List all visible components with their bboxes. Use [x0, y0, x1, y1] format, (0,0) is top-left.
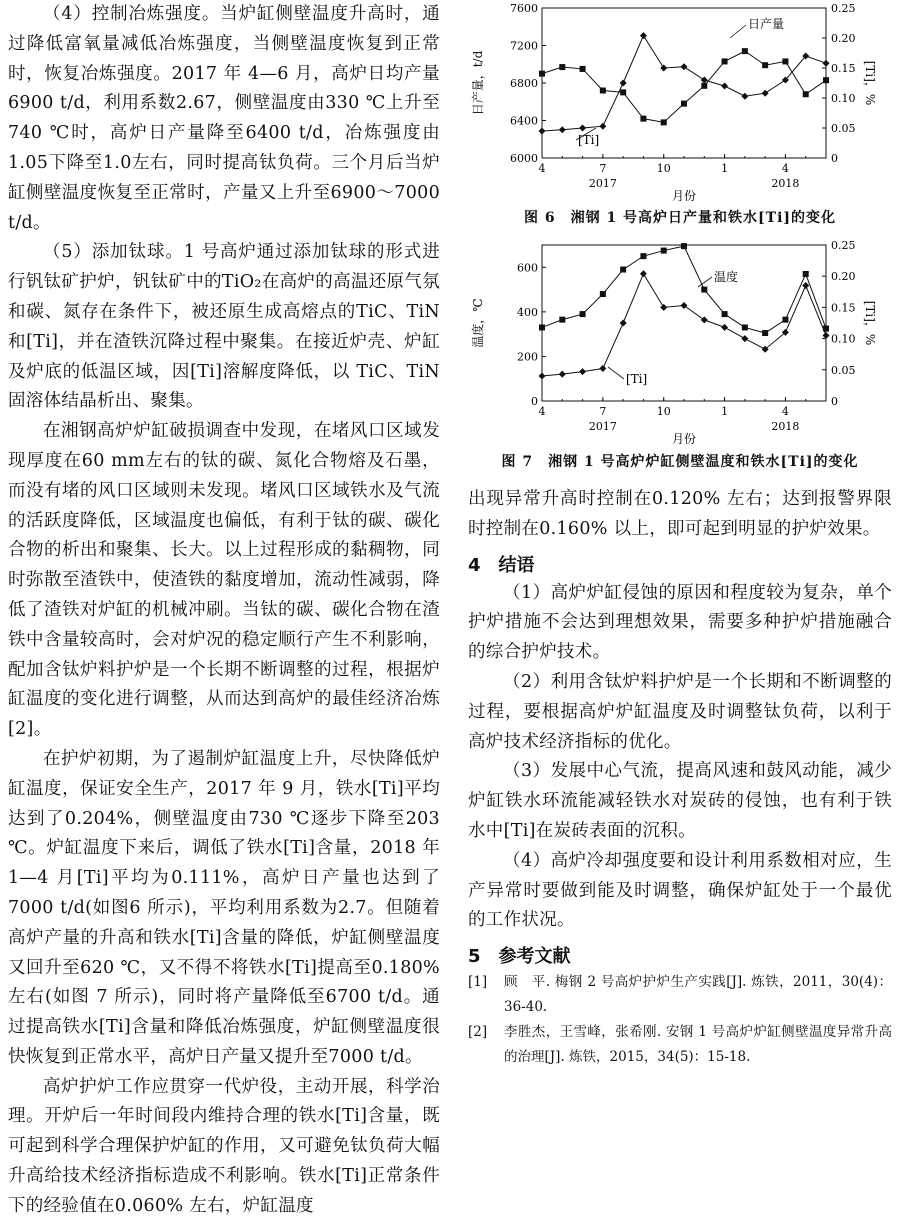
y-left-tick-label: 6000	[510, 152, 538, 165]
figure-6-caption: 图 6 湘钢 1 号高炉日产量和铁水[Ti]的变化	[523, 210, 837, 226]
y-right-tick-label: 0.10	[831, 332, 856, 346]
x-tick-label: 7	[599, 162, 607, 175]
data-point	[823, 332, 830, 339]
paragraph-early-protection: 在护炉初期，为了遏制炉缸温度上升，尽快降低炉缸温度，保证安全生产，2017 年 9 月，铁水[Ti]平均达到了0.204%，侧壁温度由730 ℃逐步下降至203 ℃。炉缸温度下来后，调低了铁水[Ti]含量，2018 年 1—4 月[Ti]平均为0.111%，高炉日产量也达到了7000 t/d(如图6 所示)，平均利用系数为2.7。但随着高炉产量的升高和铁水[Ti]含量的降低，炉缸侧壁温度又回升至620 ℃，又不得不将铁水[Ti]提高至0.180% 左右(如图 7 所示)，同时将产量降低至6700 t/d。通过提高铁水[Ti]含量和降低冶炼强度，炉缸侧壁温度很快恢复到正常水平，高炉日产量又提升至7000 t/d。	[8, 748, 440, 1067]
data-point	[640, 32, 647, 39]
data-point	[782, 317, 788, 323]
x-year-label: 2017	[588, 177, 617, 190]
y-right-tick-label: 0.25	[831, 239, 856, 252]
y-left-axis-label: 日产量，t/d	[471, 50, 485, 116]
right-column	[468, 0, 892, 1070]
data-point	[823, 60, 830, 67]
conclusion-item: （1）高炉炉缸侵蚀的原因和程度较为复杂，单个护炉措施不会达到理想效果，需要多种护炉措施融合的综合护炉技术。	[468, 582, 892, 663]
data-point	[600, 88, 606, 94]
data-point	[559, 64, 565, 70]
data-point	[681, 101, 687, 107]
x-tick-label: 4	[781, 405, 789, 418]
data-point	[539, 128, 546, 135]
conclusion-item: （4）高炉冷却强度要和设计利用系数相对应，生产异常时要做到能及时调整，确保炉缸处于一个最优的工作状况。	[468, 850, 892, 931]
series-line	[542, 36, 826, 131]
data-point	[681, 243, 687, 249]
data-point	[579, 368, 586, 375]
data-point	[803, 91, 809, 97]
data-point	[640, 253, 646, 259]
paragraph-investigation: 在湘钢高炉炉缸破损调查中发现，在堵风口区域发现厚度在60 mm左右的钛的碳、氮化合物熔及石墨，而没有堵的风口区域则未发现。堵风口区域铁水及气流的活跃度降低，区域温度也偏低，有利于钛的碳、碳化合物的析出和聚集、长大。以上过程形成的黏稠物，同时弥散至渣铁中，使渣铁的黏度增加，流动性减弱，降低了渣铁对炉缸的机械冲刷。当钛的碳、碳化合物在渣铁中含量较高时，会对炉况的稳定顺行产生不利影响，配加含钛炉料护炉是一个长期不断调整的过程，根据炉缸温度的变化进行调整，从而达到高炉的最佳经济冶炼[2]。	[8, 421, 440, 740]
series-annotation: 温度	[714, 270, 739, 284]
data-point	[539, 373, 546, 380]
data-point	[640, 270, 647, 277]
data-point	[782, 58, 788, 64]
x-year-label: 2017	[588, 420, 617, 433]
data-point	[823, 77, 829, 83]
data-point	[620, 80, 627, 87]
y-right-axis-label: [Ti]，%	[863, 300, 877, 346]
data-point	[640, 116, 646, 122]
y-right-tick-label: 0.20	[831, 270, 856, 284]
left-column	[8, 0, 440, 1222]
y-left-tick-label: 6800	[510, 77, 538, 90]
data-point	[742, 324, 748, 330]
data-point	[660, 304, 667, 311]
data-point	[802, 282, 809, 289]
x-tick-label: 7	[599, 405, 607, 418]
x-tick-label: 4	[538, 162, 546, 175]
data-point	[660, 65, 667, 72]
y-left-tick-label: 7200	[510, 39, 538, 53]
y-left-tick-label: 6400	[510, 114, 538, 128]
x-tick-label: 1	[721, 405, 729, 418]
x-year-label: 2018	[771, 420, 800, 433]
y-right-tick-label: 0	[831, 152, 838, 165]
annotation-leader	[730, 25, 746, 38]
series-annotation: [Ti]	[626, 372, 648, 386]
paragraph-titanium-ball: （5）添加钛球。1 号高炉通过添加钛球的形式进行钒钛矿护炉，钒钛矿中的TiO₂在高炉的高温还原气氛和碳、氮存在条件下，被还原生成高熔点的TiC、TiN 和[Ti]，并在渣铁沉降过程中聚集。在接近炉壳、炉缸及炉底的低温区域，因[Ti]溶解度降低，以 TiC、TiN 固溶体结晶析出、聚集。	[8, 242, 440, 412]
data-point	[620, 89, 626, 95]
y-right-axis-label: [Ti]，%	[863, 60, 877, 106]
data-point	[741, 93, 748, 100]
series-annotation: [Ti]	[578, 133, 600, 147]
data-point	[721, 83, 728, 90]
data-point	[539, 71, 545, 77]
x-tick-label: 10	[656, 405, 671, 418]
figure-7-chart	[468, 233, 892, 449]
data-point	[722, 58, 728, 64]
data-point	[579, 125, 586, 132]
data-point	[742, 48, 748, 54]
data-point	[539, 324, 545, 330]
y-right-tick-label: 0.25	[831, 2, 856, 15]
x-tick-label: 4	[538, 405, 546, 418]
x-tick-label: 1	[721, 162, 729, 175]
reference-item	[468, 970, 892, 1020]
reference-item	[468, 1020, 892, 1070]
figure-6	[468, 0, 892, 227]
data-point	[661, 248, 667, 254]
y-left-tick-label: 200	[517, 350, 538, 364]
data-point	[701, 83, 707, 89]
paragraph-protection-strategy: 高炉护炉工作应贯穿一代炉役，主动开展，科学治理。开炉后一年时间段内维持合理的铁水[Ti]含量，既可起到科学合理保护炉缸的作用，又可避免钛负荷大幅升高给技术经济指标造成不利影响。铁水[Ti]正常条件下的经验值在0.060% 左右，炉缸温度	[8, 1076, 440, 1216]
y-right-tick-label: 0	[831, 395, 838, 408]
data-point	[701, 287, 707, 293]
y-right-tick-label: 0.15	[831, 62, 856, 75]
data-point	[620, 320, 627, 327]
data-point	[741, 335, 748, 342]
data-point	[681, 63, 688, 70]
data-point	[580, 66, 586, 72]
paragraph-continued: 出现异常升高时控制在0.120% 左右；达到报警界限时控制在0.160% 以上，即可起到明显的护炉效果。	[468, 489, 892, 539]
paragraph-control-intensity: （4）控制冶炼强度。当炉缸侧壁温度升高时，通过降低富氧量减低冶炼强度，当侧壁温度恢复到正常时，恢复冶炼强度。2017 年 4—6 月，高炉日均产量6900 t/d，利用系数2.67，侧壁温度由330 ℃上升至740 ℃时，高炉日产量降至6400 t/d，冶炼强度由1.05下降至1.0左右，同时提高钛负荷。三个月后当炉缸侧壁温度恢复至正常时，产量又上升至6900～7000 t/d。	[8, 4, 440, 233]
x-year-label: 2018	[771, 177, 800, 190]
figure-7-caption: 图 7 湘钢 1 号高炉炉缸侧壁温度和铁水[Ti]的变化	[501, 454, 859, 470]
x-tick-label: 10	[656, 162, 671, 175]
plot-frame	[542, 245, 826, 401]
data-point	[722, 311, 728, 317]
reference-number: [1]	[468, 974, 488, 991]
annotation-leader	[698, 277, 712, 287]
y-right-tick-label: 0.20	[831, 32, 856, 45]
y-right-tick-label: 0.05	[831, 363, 856, 377]
data-point	[599, 123, 606, 130]
section-5-title: 5 参考文献	[468, 946, 571, 968]
series-line	[542, 274, 826, 376]
data-point	[681, 302, 688, 309]
data-point	[599, 365, 606, 372]
y-left-tick-label: 0	[531, 395, 538, 408]
data-point	[762, 330, 768, 336]
data-point	[559, 126, 566, 133]
data-point	[721, 324, 728, 331]
figure-6-chart	[468, 0, 892, 205]
x-axis-label: 月份	[671, 189, 697, 203]
x-axis-label: 月份	[671, 432, 697, 446]
reference-text: 李胜杰，王雪峰，张希刚. 安钢 1 号高炉炉缸侧壁温度异常升高的治理[J]. 炼铁，2015，34(5)：15-18.	[504, 1024, 892, 1066]
data-point	[762, 62, 768, 68]
y-left-axis-label: 温度，℃	[471, 298, 485, 348]
conclusion-item: （2）利用含钛炉料护炉是一个长期和不断调整的过程，要根据高炉炉缸温度及时调整钛负荷，以利于高炉技术经济指标的优化。	[468, 671, 892, 752]
data-point	[803, 271, 809, 277]
data-point	[559, 371, 566, 378]
data-point	[559, 317, 565, 323]
annotation-leader	[608, 367, 624, 379]
y-right-tick-label: 0.05	[831, 122, 856, 135]
section-4-title: 4 结语	[468, 554, 535, 576]
y-left-tick-label: 7600	[510, 2, 538, 15]
data-point	[600, 291, 606, 297]
y-left-tick-label: 400	[517, 305, 538, 319]
data-point	[661, 119, 667, 125]
body-text-right	[468, 485, 892, 1070]
reference-text: 顾 平. 梅钢 2 号高炉护炉生产实践[J]. 炼铁，2011，30(4)：36-40.	[504, 974, 892, 1016]
y-left-tick-label: 600	[517, 261, 538, 275]
figure-7	[468, 233, 892, 471]
data-point	[580, 311, 586, 317]
y-right-tick-label: 0.15	[831, 301, 856, 315]
series-annotation: 日产量	[748, 17, 785, 31]
conclusion-item: （3）发展中心气流，提高风速和鼓风动能，减少炉缸铁水环流能减轻铁水对炭砖的侵蚀，也有利于铁水中[Ti]在炭砖表面的沉积。	[468, 761, 892, 841]
x-tick-label: 4	[781, 162, 789, 175]
data-point	[701, 316, 708, 323]
data-point	[620, 267, 626, 273]
y-right-tick-label: 0.10	[831, 92, 856, 105]
data-point	[762, 90, 769, 97]
reference-number: [2]	[468, 1024, 488, 1041]
